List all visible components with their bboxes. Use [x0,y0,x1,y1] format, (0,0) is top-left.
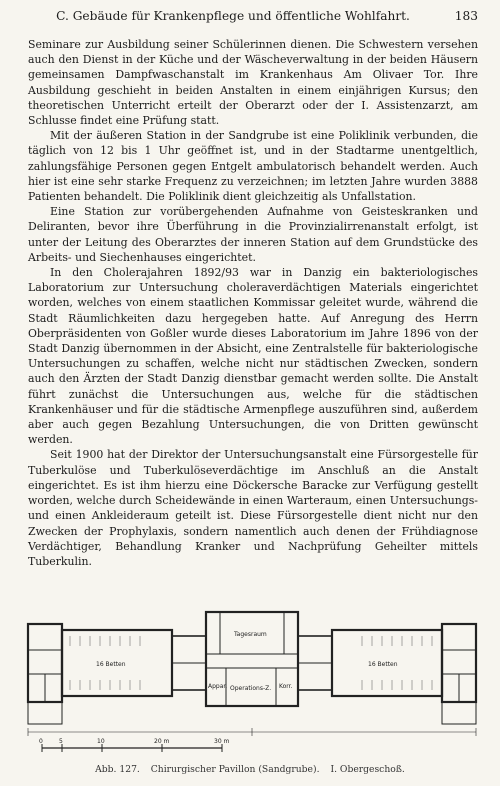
paragraph-4: In den Cholerajahren 1892/93 war in Danzig ein bakteriologisches Laboratorium zur Untersuchung choleraverdächtigen Materials eingerichtet worden, welches von einem staatlichen Kommissar geleitet wurde, während die Stadt Räumlichkeiten dazu hergegeben hatte. Auf Anregung des Herrn Oberpräsidenten von Goßler wurde dieses Laboratorium im Jahre 1896 von der Stadt Danzig übernommen in der Absicht, eine Zentralstelle für bakteriologische Untersuchungen zu schaffen, welche nicht nur städtischen Zwecken, sondern auch den Ärzten der Stadt Danzig dienstbar gemacht werden sollte. Die Anstalt führt zunächst die Untersuchungen aus, welche für die städtischen Krankenhäuser und für die städtische Armenpflege auszuführen sind, außerdem aber auch gegen Bezahlung Untersuchungen, die von Dritten gewünscht werden. [28,266,478,447]
scale-label-0: 0 [39,738,43,745]
floor-plan-figure [22,602,482,757]
paragraph-2: Mit der äußeren Station in der Sandgrube ist eine Poliklinik verbunden, die täglich von 12 bis 1 Uhr geöffnet ist, und in der Stadtarme unentgeltlich, zahlungsfähige Personen gegen Entgelt ambulatorisch behandelt werden. Auch hier ist eine sehr starke Frequenz zu verzeichnen; im letzten Jahre wurden 3888 Patienten behandelt. Die Poliklinik dient gleichzeitig als Unfallstation. [28,129,478,204]
figure-caption [0,764,500,775]
scale-label-5: 5 [59,738,63,745]
paragraph-1: Seminare zur Ausbildung seiner Schülerinnen dienen. Die Schwestern versehen auch den Dienst in der Küche und der Wäscheverwaltung in der beiden Häusern gemeinsamen Dampfwaschanstalt im Krankenhaus Am Olivaer Tor. Ihre Ausbildung geschieht in beiden Anstalten in einem einjährigen Kursus; den theoretischen Unterricht erteilt der Oberarzt oder der I. Assistenzarzt, am Schlusse findet eine Prüfung statt. [28,38,478,128]
plan-label-ward-right: 16 Betten [368,661,398,668]
caption-floor: I. Obergeschoß. [330,764,405,775]
scale-label-30: 30 m [214,738,230,745]
plan-label-apparatus: Appar. [208,683,228,690]
caption-number: Abb. 127. [95,764,140,775]
plan-label-corridor: Korr. [279,683,293,690]
paragraph-5: Seit 1900 hat der Direktor der Untersuchungsanstalt eine Fürsorgestelle für Tuberkulöse und Tuberkulöseverdächtige im Anschluß an die Anstalt eingerichtet. Es ist ihm hierzu eine Döckersche Baracke zur Verfügung gestellt worden, welche durch Scheidewände in einen Warteraum, einen Untersuchungs- und einen Ankleideraum geteilt ist. Diese Fürsorgestelle dient nicht nur den Zwecken der Prophylaxis, sondern namentlich auch denen der Frühdiagnose Verdächtiger, Behandlung Kranker und Nachprüfung Geheilter mittels Tuberkulin. [28,448,478,568]
plan-label-operating-room: Operations-Z. [230,685,272,692]
plan-label-day-room: Tagesraum [234,631,267,638]
scale-label-10: 10 [97,738,105,745]
page-number: 183 [454,9,478,23]
scale-label-20: 20 m [154,738,170,745]
running-header [28,9,478,27]
paragraph-3: Eine Station zur vorübergehenden Aufnahme von Geisteskranken und Deliranten, bevor ihre Überführung in die Provinzialirrenanstalt erfolgt, ist unter der Leitung des Oberarztes der inneren Station auf dem Grundstücke des Arbeits- und Siechenhauses eingerichtet. [28,205,478,264]
caption-title: Chirurgischer Pavillon (Sandgrube). [150,764,320,775]
body-text [28,37,478,569]
plan-label-ward-left: 16 Betten [96,661,126,668]
header-title: C. Gebäude für Krankenpflege und öffentliche Wohlfahrt. [56,9,410,23]
